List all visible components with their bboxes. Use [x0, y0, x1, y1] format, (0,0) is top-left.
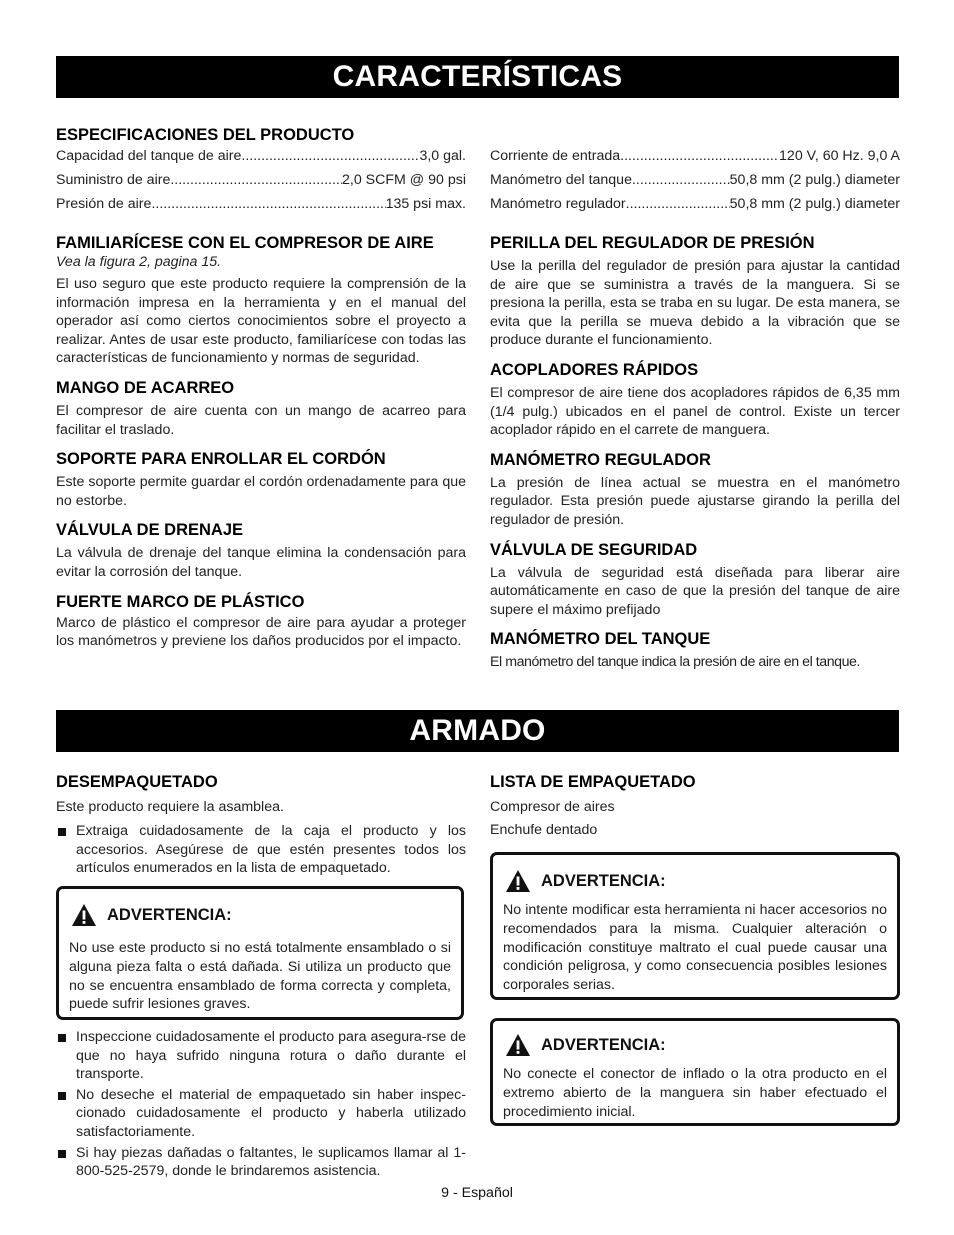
manometro-tanque-heading: MANÓMETRO DEL TANQUE [490, 630, 711, 649]
familiarice-text: El uso seguro que este producto requiere la comprensión de la información impresa en la herramienta y en el manual del operador así como ciertos conocimientos sobre el proyecto a realizar. Antes de usar este producto, familiarícese con todas las características de funcionamiento y normas de seguridad. [56, 276, 466, 367]
manometro-regulador-text: La presión de línea actual se muestra en el manómetro regulador. Esta presión puede ajustarse girando la perilla del regulador de presión. [490, 474, 900, 528]
warning-box-conector [490, 1018, 900, 1126]
warning-triangle-icon [71, 903, 97, 927]
desempaquetado-intro: Este producto requiere la asamblea. [56, 799, 284, 815]
bullet-text: No deseche el material de empaquetado sin haber inspec-cionado cuidadosamente el producto y haberla utilizado satisfactoriamente. [76, 1086, 466, 1140]
spec-value: 135 psi max. [385, 196, 466, 212]
section-title-armado: ARMADO [56, 710, 899, 752]
spec-row [56, 147, 466, 165]
warning-box-ensamblado [56, 886, 464, 1020]
spec-row [56, 171, 466, 189]
list-item [56, 1086, 466, 1142]
bullet-square-icon [58, 1150, 66, 1158]
manometro-regulador-heading: MANÓMETRO REGULADOR [490, 450, 711, 469]
bullet-text: Si hay piezas dañadas o faltantes, le suplicamos llamar al 1-800-525-2579, donde le brindaremos asistencia. [76, 1144, 466, 1180]
warning-box-modificar [490, 852, 900, 1000]
spec-label: Presión de aire [56, 196, 152, 212]
desempaquetado-heading: DESEMPAQUETADO [56, 773, 218, 791]
valvula-seguridad-text: La válvula de seguridad está diseñada para liberar aire automáticamente en caso de que la presión del tanque de aire supere el máximo prefijado [490, 564, 900, 618]
spec-value: 2,0 SCFM @ 90 psi [341, 172, 466, 188]
list-item [56, 1144, 466, 1181]
specs-left-column [56, 125, 466, 213]
features-right-column [490, 233, 900, 672]
armado-bullets [56, 1028, 466, 1181]
bullet-square-icon [58, 1092, 66, 1100]
spec-label: Corriente de entrada [490, 148, 621, 164]
manometro-tanque-text: El manómetro del tanque indica la presión de aire en el tanque. [490, 654, 860, 671]
valvula-drenaje-heading: VÁLVULA DE DRENAJE [56, 521, 244, 540]
list-item: Enchufe dentado [490, 822, 598, 838]
marco-heading: FUERTE MARCO DE PLÁSTICO [56, 592, 305, 611]
bullet-square-icon [58, 828, 66, 836]
perilla-heading: PERILLA DEL REGULADOR DE PRESIÓN [490, 234, 815, 252]
spec-label: Suministro de aire [56, 172, 171, 188]
list-item [56, 822, 466, 878]
perilla-text: Use la perilla del regulador de presión para ajustar la cantidad de aire que se suministra a través de la manguera. Si se presiona la perilla, esta se traba en su lugar. De esta manera, se evita que la perilla se mueva debido a la vibración que se produce durante el funcionamiento. [490, 258, 900, 349]
mango-text: El compresor de aire cuenta con un mango de acarreo para facilitar el traslado. [56, 402, 466, 438]
specs-right-column [490, 147, 900, 213]
valvula-drenaje-text: La válvula de drenaje del tanque elimina la condensación para evitar la corrosión del tanque. [56, 545, 466, 580]
acopladores-text: El compresor de aire tiene dos acopladores rápidos de 6,35 mm (1/4 pulg.) ubicados en el panel de control. Existe un tercer acoplador rápido en el carrete de manguera. [490, 384, 900, 439]
warning-text: No use este producto si no está totalmente ensamblado o si alguna pieza falta o está dañada. Si utiliza un producto que no se encuentra ensamblado de forma correcta y completa, puede sufrir lesiones graves. [69, 940, 451, 1013]
spec-row [490, 171, 900, 189]
spec-value: 50,8 mm (2 pulg.) diameter [729, 196, 900, 212]
mango-heading: MANGO DE ACARREO [56, 378, 235, 397]
list-item: Compresor de aires [490, 799, 615, 815]
lista-heading: LISTA DE EMPAQUETADO [490, 773, 696, 791]
familiarice-heading: FAMILIARÍCESE CON EL COMPRESOR DE AIRE [56, 234, 434, 252]
spec-value: 3,0 gal. [419, 148, 466, 164]
specs-heading: ESPECIFICACIONES DEL PRODUCTO [56, 126, 355, 144]
bullet-text: Inspeccione cuidadosamente el producto para asegura-rse de que no haya sufrido ninguna rotura o daño durante el transporte. [76, 1029, 466, 1083]
armado-right-column [490, 772, 900, 839]
spec-value: 50,8 mm (2 pulg.) diameter [729, 172, 900, 188]
spec-row [490, 147, 900, 165]
warning-text: No intente modificar esta herramienta ni hacer accesorios no recomendados para la misma. Cualquier alteración o modificación constituye maltrato el cual puede causar una condición peligrosa, y como consecuencia posibles lesiones corporales serias. [503, 902, 887, 994]
spec-value: 120 V, 60 Hz. 9,0 A [779, 148, 900, 164]
soporte-heading: SOPORTE PARA ENROLLAR EL CORDÓN [56, 450, 386, 469]
spec-row [56, 195, 466, 213]
warning-title: ADVERTENCIA: [107, 905, 232, 924]
figure-reference: Vea la figura 2, pagina 15. [56, 254, 222, 270]
page-number: 9 - Español [441, 1185, 513, 1201]
marco-text: Marco de plástico el compresor de aire para ayudar a proteger los manómetros y previene los daños producidos por el impacto. [56, 614, 466, 650]
section-title-caracteristicas: CARACTERÍSTICAS [56, 56, 899, 98]
warning-triangle-icon [505, 1033, 531, 1057]
spec-label: Manómetro del tanque [490, 172, 632, 188]
warning-title: ADVERTENCIA: [541, 871, 666, 890]
warning-text: No conecte el conector de inflado o la otra producto en el extremo abierto de la manguera sin haber efectuado el procedimiento inicial. [503, 1066, 887, 1120]
valvula-seguridad-heading: VÁLVULA DE SEGURIDAD [490, 540, 698, 559]
warning-title: ADVERTENCIA: [541, 1035, 666, 1054]
soporte-text: Este soporte permite guardar el cordón ordenadamente para que no estorbe. [56, 474, 466, 509]
warning-triangle-icon [505, 869, 531, 893]
warning-header [503, 1033, 887, 1057]
spec-label: Capacidad del tanque de aire [56, 148, 242, 164]
armado-left-column [56, 772, 466, 878]
features-left-column [56, 233, 466, 651]
spec-row [490, 195, 900, 213]
bullet-text: Extraiga cuidadosamente de la caja el producto y los accesorios. Asegúrese de que estén presentes todos los artículos enumerados en la lista de empaquetado. [76, 823, 466, 877]
spec-label: Manómetro regulador [490, 196, 626, 212]
bullet-square-icon [58, 1034, 66, 1042]
warning-header [503, 869, 887, 893]
warning-header [69, 903, 451, 927]
list-item [56, 1028, 466, 1084]
acopladores-heading: ACOPLADORES RÁPIDOS [490, 360, 699, 379]
